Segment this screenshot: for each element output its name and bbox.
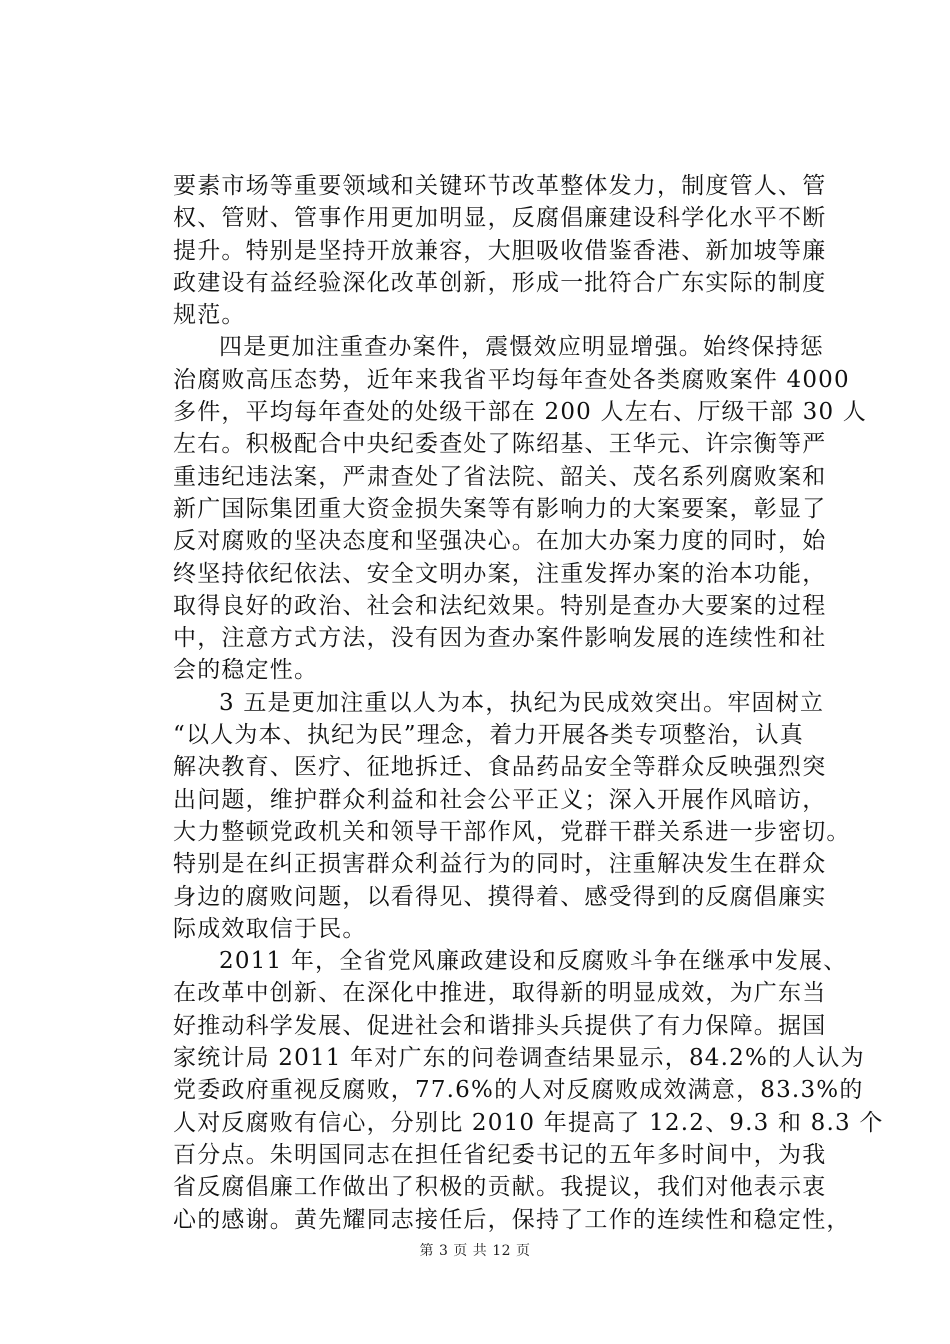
- text-line: 党委政府重视反腐败，77.6%的人对反腐败成效满意，83.3%的: [173, 1077, 864, 1104]
- text-line: 人对反腐败有信心，分别比 2010 年提高了 12.2、9.3 和 8.3 个: [173, 1109, 884, 1136]
- text-line: 政建设有益经验深化改革创新，形成一批符合广东实际的制度: [173, 269, 827, 296]
- text-line: 特别是在纠正损害群众利益行为的同时，注重解决发生在群众: [173, 851, 827, 878]
- text-line: 新广国际集团重大资金损失案等有影响力的大案要案，彰显了: [173, 495, 827, 522]
- text-line: “以人为本、执纪为民”理念，着力开展各类专项整治，认真: [173, 722, 804, 749]
- text-line: 重违纪违法案，严肃查处了省法院、韶关、茂名系列腐败案和: [173, 463, 827, 490]
- document-body: [173, 170, 884, 1236]
- text-line: 家统计局 2011 年对广东的问卷调查结果显示，84.2%的人认为: [173, 1045, 865, 1072]
- text-line: 多件，平均每年查处的处级干部在 200 人左右、厅级干部 30 人: [173, 399, 868, 426]
- text-line: 治腐败高压态势，近年来我省平均每年查处各类腐败案件 4000: [173, 366, 850, 393]
- text-line: 取得良好的政治、社会和法纪效果。特别是查办大要案的过程: [173, 592, 827, 619]
- text-line: 大力整顿党政机关和领导干部作风，党群干群关系进一步密切。: [173, 818, 851, 845]
- paragraph-start-line: 2011 年，全省党风廉政建设和反腐败斗争在继承中发展、: [219, 948, 848, 975]
- text-line: 会的稳定性。: [173, 657, 319, 684]
- text-line: 规范。: [173, 302, 246, 329]
- page-footer: 第 3 页 共 12 页: [419, 1243, 531, 1259]
- text-line: 提升。特别是坚持开放兼容，大胆吸收借鉴香港、新加坡等廉: [173, 237, 827, 264]
- paragraph-start-line: 四是更加注重查办案件，震慑效应明显增强。始终保持惩: [219, 334, 824, 361]
- text-line: 百分点。朱明国同志在担任省纪委书记的五年多时间中，为我: [173, 1141, 827, 1168]
- text-line: 好推动科学发展、促进社会和谐排头兵提供了有力保障。据国: [173, 1012, 827, 1039]
- text-line: 解决教育、医疗、征地拆迁、食品药品安全等群众反映强烈突: [173, 754, 827, 781]
- text-line: 权、管财、管事作用更加明显，反腐倡廉建设科学化水平不断: [173, 205, 827, 232]
- text-line: 身边的腐败问题，以看得见、摸得着、感受得到的反腐倡廉实: [173, 883, 827, 910]
- text-line: 终坚持依纪依法、安全文明办案，注重发挥办案的治本功能，: [173, 560, 827, 587]
- text-line: 心的感谢。黄先耀同志接任后，保持了工作的连续性和稳定性，: [173, 1206, 851, 1233]
- text-line: 省反腐倡廉工作做出了积极的贡献。我提议，我们对他表示衷: [173, 1174, 827, 1201]
- paragraph-start-line: 3 五是更加注重以人为本，执纪为民成效突出。牢固树立: [219, 689, 825, 716]
- text-line: 际成效取信于民。: [173, 915, 367, 942]
- text-line: 中，注意方式方法，没有因为查办案件影响发展的连续性和社: [173, 625, 827, 652]
- text-line: 出问题，维护群众利益和社会公平正义；深入开展作风暗访，: [173, 786, 827, 813]
- text-line: 反对腐败的坚决态度和坚强决心。在加大办案力度的同时，始: [173, 528, 827, 555]
- text-line: 左右。积极配合中央纪委查处了陈绍基、王华元、许宗衡等严: [173, 431, 827, 458]
- text-line: 要素市场等重要领域和关键环节改革整体发力，制度管人、管: [173, 173, 827, 199]
- text-line: 在改革中创新、在深化中推进，取得新的明显成效，为广东当: [173, 980, 827, 1007]
